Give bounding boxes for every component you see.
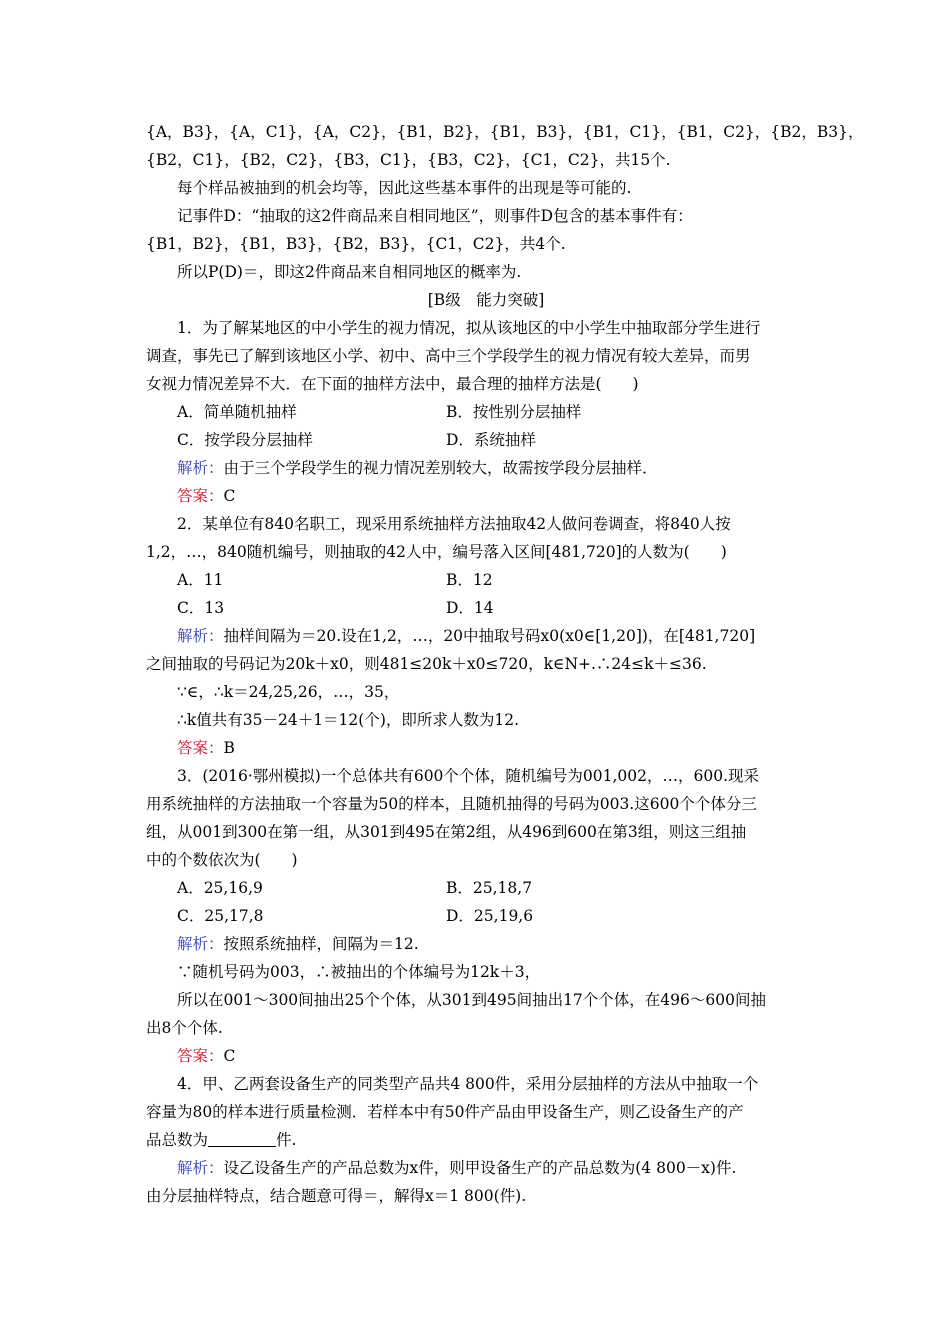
q3-option-b: B．25,18,7 xyxy=(446,879,533,897)
q4-stem-line: 4．甲、乙两套设备生产的同类型产品共4 800件，采用分层抽样的方法从中抽取一个 xyxy=(177,1075,759,1093)
answer-label: 答案： xyxy=(177,1047,224,1065)
analysis-text: 由于三个学段学生的视力情况差别较大，故需按学段分层抽样． xyxy=(223,459,658,477)
q1-option-b: B．按性别分层抽样 xyxy=(446,403,582,421)
q3-stem-line: 中的个数依次为( ) xyxy=(146,851,298,869)
q2-stem-line: 1,2，…，840随机编号，则抽取的42人中，编号落入区间[481,720]的人数为( ) xyxy=(146,543,727,561)
q3-analysis-line: 出8个个体. xyxy=(146,1019,223,1037)
q3-analysis-line: 所以在001～300间抽出25个个体，从301到495间抽出17个个体，在496～600间抽 xyxy=(177,991,766,1009)
q1-options-row xyxy=(146,426,826,454)
analysis-label: 解析： xyxy=(177,1159,224,1177)
q2-answer xyxy=(146,734,826,762)
text-line: {B2，C1}，{B2，C2}，{B3，C1}，{B3，C2}，{C1，C2}，共15个. xyxy=(146,151,671,169)
analysis-text: 抽样间隔为＝20.设在1,2，…，20中抽取号码x0(x0∈[1,20])，在[481,720] xyxy=(223,627,756,645)
answer-label: 答案： xyxy=(177,739,224,757)
q3-stem-line: 组，从001到300在第一组，从301到495在第2组，从496到600在第3组，则这三组抽 xyxy=(146,823,747,841)
q2-option-d: D．14 xyxy=(446,599,494,617)
q1-option-a: A．简单随机抽样 xyxy=(177,403,297,421)
q3-option-c: C．25,17,8 xyxy=(177,907,264,925)
q2-stem-line: 2．某单位有840名职工，现采用系统抽样方法抽取42人做问卷调查，将840人按 xyxy=(177,515,731,533)
answer-value: B xyxy=(223,739,235,757)
analysis-text: 按照系统抽样，间隔为＝12. xyxy=(223,935,419,953)
q1-stem-line: 女视力情况差异不大．在下面的抽样方法中，最合理的抽样方法是( ) xyxy=(146,375,639,393)
q1-stem-line: 调查，事先已了解到该地区小学、初中、高中三个学段学生的视力情况有较大差异，而男 xyxy=(146,347,751,365)
q4-stem-text: 件. xyxy=(276,1131,297,1149)
q3-stem-line: 用系统抽样的方法抽取一个容量为50的样本，且随机抽得的号码为003.这600个个体分三 xyxy=(146,795,757,813)
answer-blank xyxy=(208,1128,276,1147)
text-line: 记事件D：“抽取的这2件商品来自相同地区”，则事件D包含的基本事件有： xyxy=(177,207,693,225)
q2-options-row xyxy=(146,566,826,594)
q2-analysis-line: ∵∈，∴k＝24,25,26，…，35， xyxy=(177,683,400,701)
q3-option-d: D．25,19,6 xyxy=(446,907,534,925)
q1-option-d: D．系统抽样 xyxy=(446,431,536,449)
q2-option-c: C．13 xyxy=(177,599,225,617)
document-page xyxy=(146,118,864,1210)
text-line: 每个样品被抽到的机会均等，因此这些基本事件的出现是等可能的. xyxy=(177,179,632,197)
analysis-label: 解析： xyxy=(177,627,224,645)
analysis-label: 解析： xyxy=(177,935,224,953)
q3-options-row xyxy=(146,874,826,902)
q1-stem-line: 1．为了解某地区的中小学生的视力情况，拟从该地区的中小学生中抽取部分学生进行 xyxy=(177,319,761,337)
section-title: [B级 能力突破] xyxy=(427,291,545,309)
answer-value: C xyxy=(223,1047,236,1065)
q1-options-row xyxy=(146,398,826,426)
text-line: 所以P(D)＝，即这2件商品来自相同地区的概率为. xyxy=(177,263,522,281)
q3-analysis-line: ∵随机号码为003，∴被抽出的个体编号为12k＋3， xyxy=(177,963,541,981)
answer-value: C xyxy=(223,487,236,505)
q2-options-row xyxy=(146,594,826,622)
text-line: {B1，B2}，{B1，B3}，{B2，B3}，{C1，C2}，共4个. xyxy=(146,235,566,253)
q3-stem-line: 3．(2016·鄂州模拟)一个总体共有600个个体，随机编号为001,002，…，600.现采 xyxy=(177,767,760,785)
q2-analysis-line: ∴k值共有35－24＋1＝12(个)，即所求人数为12. xyxy=(177,711,520,729)
q2-option-a: A．11 xyxy=(177,571,224,589)
q1-answer xyxy=(146,482,826,510)
text-line: {A，B3}，{A，C1}，{A，C2}，{B1，B2}，{B1，B3}，{B1，C1}，{B1，C2}，{B2，B3}， xyxy=(146,123,864,141)
analysis-text: 设乙设备生产的产品总数为x件，则甲设备生产的产品总数为(4 800－x)件. xyxy=(223,1159,737,1177)
q3-analysis xyxy=(146,930,826,958)
analysis-label: 解析： xyxy=(177,459,224,477)
q3-options-row xyxy=(146,902,826,930)
q3-option-a: A．25,16,9 xyxy=(177,879,263,897)
q2-analysis xyxy=(146,622,826,650)
q4-stem-line: 容量为80的样本进行质量检测．若样本中有50件产品由甲设备生产，则乙设备生产的产 xyxy=(146,1103,744,1121)
q1-option-c: C．按学段分层抽样 xyxy=(177,431,313,449)
q2-option-b: B．12 xyxy=(446,571,493,589)
q4-analysis-line: 由分层抽样特点，结合题意可得＝，解得x＝1 800(件). xyxy=(146,1187,527,1205)
q4-stem-line xyxy=(146,1126,826,1154)
answer-label: 答案： xyxy=(177,487,224,505)
q3-answer xyxy=(146,1042,826,1070)
q2-analysis-line: 之间抽取的号码记为20k＋x0，则481≤20k＋x0≤720，k∈N+.∴24≤k＋≤36. xyxy=(146,655,707,673)
q1-analysis xyxy=(146,454,826,482)
q4-stem-text: 品总数为 xyxy=(146,1131,209,1149)
q4-analysis xyxy=(146,1154,826,1182)
